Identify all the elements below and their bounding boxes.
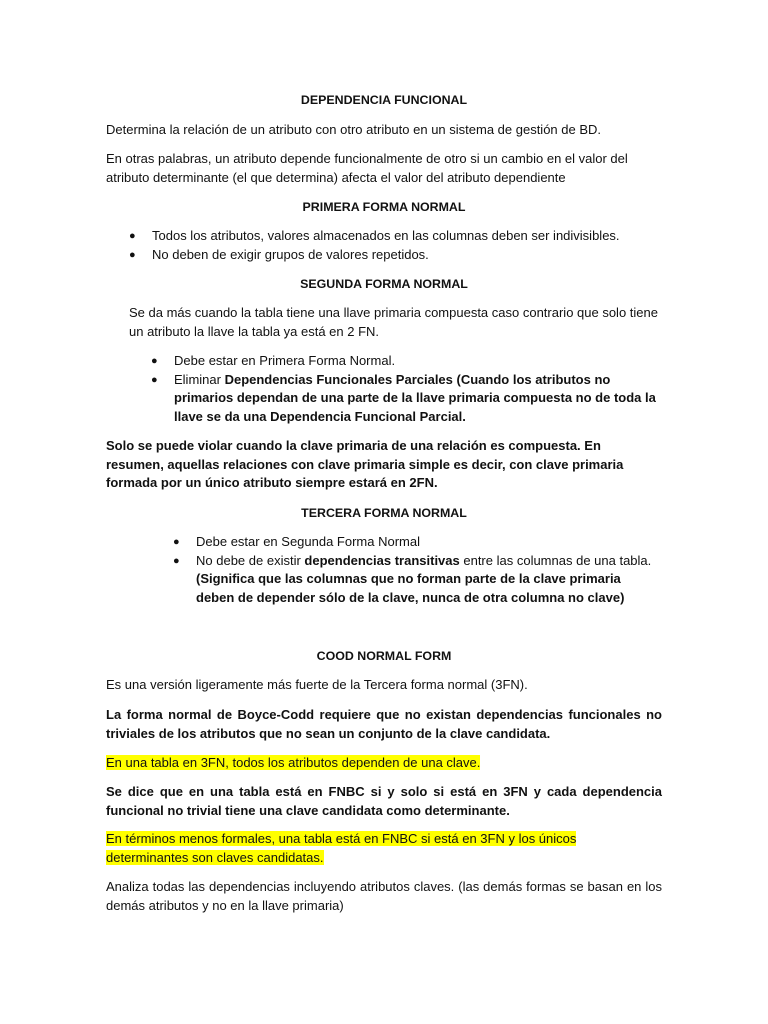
bold-term-dependencias-transitivas: dependencias transitivas: [304, 552, 460, 568]
heading-segunda-forma-normal: SEGUNDA FORMA NORMAL: [300, 277, 468, 291]
bullet-icon: ●: [173, 536, 180, 548]
highlighted-text: En términos menos formales, una tabla está en FNBC si está en 3FN y los únicos determinantes son claves candidatas.: [106, 831, 577, 865]
heading-dependencia-funcional: DEPENDENCIA FUNCIONAL: [300, 93, 468, 107]
paragraph-cood-analysis: Analiza todas las dependencias incluyendo atributos claves. (las demás formas se basan en los demás atributos y no en la llave primaria): [106, 879, 662, 913]
paragraph-cood-fnbc-definition: Se dice que en una tabla está en FNBC si y solo si está en 3FN y cada dependencia funcional no trivial tiene una clave candidata como determinante.: [106, 784, 662, 818]
list-item: ● No debe de existir dependencias transitivas entre las columnas de una tabla. (Significa que las columnas que no forman parte de la clave primaria deben de depender sólo de la clave, nunca de otra columna no clave): [173, 552, 652, 605]
paragraph-cood-intro: Es una versión ligeramente más fuerte de la Tercera forma normal (3FN).: [106, 677, 528, 692]
heading-tercera-forma-normal: TERCERA FORMA NORMAL: [301, 506, 467, 520]
heading-primera-forma-normal: PRIMERA FORMA NORMAL: [302, 200, 466, 214]
paragraph-dependencia-explanation: En otras palabras, un atributo depende funcionalmente de otro si un cambio en el valor del atributo determinante (el que determina) afecta el valor del atributo dependiente: [106, 151, 628, 185]
bullet-icon: ●: [173, 554, 180, 567]
paragraph-segunda-intro: Se da más cuando la tabla tiene una llave primaria compuesta caso contrario que solo tiene un atributo la llave la tabla ya está en 2 FN.: [129, 305, 658, 339]
list-tercera-forma-normal: [150, 533, 662, 607]
list-item: ● Todos los atributos, valores almacenados en las columnas deben ser indivisibles.: [106, 227, 662, 246]
bullet-icon: ●: [129, 248, 136, 261]
highlighted-text: En una tabla en 3FN, todos los atributos dependen de una clave.: [106, 755, 481, 770]
paragraph-dependencia-definition: Determina la relación de un atributo con otro atributo en un sistema de gestión de BD.: [106, 122, 602, 137]
list-primera-forma-normal: [106, 227, 662, 264]
bullet-icon: ●: [151, 355, 158, 367]
heading-cood-normal-form: COOD NORMAL FORM: [316, 649, 452, 663]
list-item: ● Debe estar en Segunda Forma Normal: [150, 533, 662, 552]
list-item: ● Eliminar Dependencias Funcionales Parciales (Cuando los atributos no primarios dependan de una parte de la llave primaria compuesta no de toda la llave se da una Dependencia Funcional Parcial.: [151, 371, 656, 424]
note-tercera: (Significa que las columnas que no forman parte de la clave primaria deben de depender sólo de la clave, nunca de otra columna no clave): [196, 571, 625, 605]
paragraph-cood-requirement: La forma normal de Boyce-Codd requiere que no existan dependencias funcionales no triviales de los atributos que no sean un conjunto de la clave candidata.: [106, 707, 662, 741]
paragraph-segunda-summary: Solo se puede violar cuando la clave primaria de una relación es compuesta. En resumen, aquellas relaciones con clave primaria simple es decir, con clave primaria formada por un único atributo siempre estará en 2FN.: [106, 438, 624, 491]
bold-term-dependencias-parciales: Dependencias Funcionales Parciales (Cuando los atributos no primarios dependan de una parte de la llave primaria compuesta no de toda la llave se da una Dependencia Funcional Parcial.: [174, 371, 656, 424]
paragraph-cood-highlight-2: [106, 830, 662, 867]
list-segunda-forma-normal: [129, 352, 662, 426]
bullet-icon: ●: [129, 230, 136, 242]
bullet-icon: ●: [151, 373, 158, 386]
list-item: ● No deben de exigir grupos de valores repetidos.: [106, 246, 662, 265]
paragraph-cood-highlight-1: [106, 754, 662, 773]
list-item: ● Debe estar en Primera Forma Normal.: [129, 352, 662, 371]
